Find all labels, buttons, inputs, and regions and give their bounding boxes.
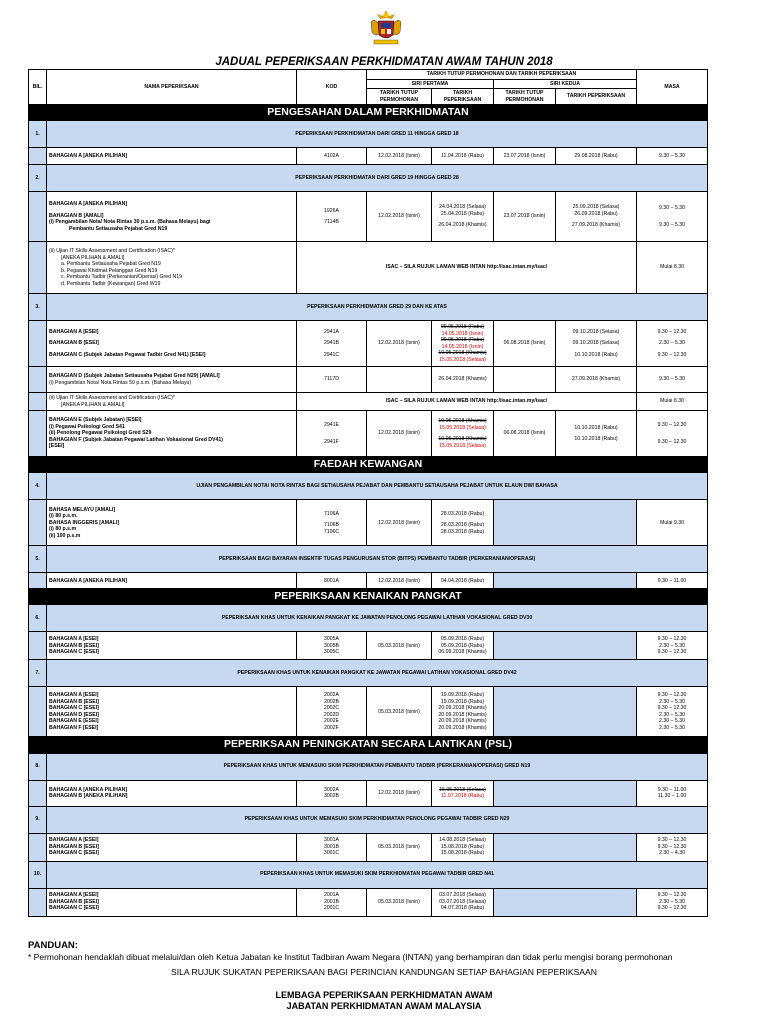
exam-date-2: 27.09.2018 (Khamis) [556, 367, 637, 393]
category-number: 6. [29, 605, 47, 632]
closing-date-1: 05.03.2018 (Isnin) [367, 632, 432, 660]
closing-date-1: 12.02.2018 (Isnin) [367, 411, 432, 457]
category-title: PEPERIKSAAN BAGI BAYARAN INSENTIF TUGAS PENGURUSAN STOR (BITPS) PEMBANTU TADBIR (PERKERANIAN/OPERASI) [47, 546, 708, 573]
exam-date-1: 15.05.2018 (Selasa) 11.07.2018 (Rabu) [432, 780, 494, 806]
exam-name: BAHAGIAN E (Subjek Jabatan) [ESEI] (i) Pegawai Psikologi Gred S41 (ii) Penolong Pegawai Psikologi Gred S29 BAHAGIAN F (Subjek Jabatan Pegawai Latihan Vokasional Gred DV41) [ESEI] [47, 411, 297, 457]
exam-row [29, 393, 708, 411]
category-title: PEPERIKSAAN PERKHIDMATAN GRED 29 DAN KE ATAS [47, 294, 708, 321]
category-title: PEPERIKSAAN KHAS UNTUK MEMASUKI SKIM PERKHIDMATAN PEGAWAI TADBIR GRED N41 [47, 861, 708, 888]
footer-line-2: JABATAN PERKHIDMATAN AWAM MALAYSIA [286, 1000, 482, 1011]
closing-date-1: 05.03.2018 (Isnin) [367, 687, 432, 737]
exam-row [29, 192, 708, 242]
exam-row [29, 148, 708, 165]
section-header [29, 737, 708, 753]
exam-name: BAHAGIAN A [ANEKA PILIHAN] BAHAGIAN B [ANEKA PILIHAN] [47, 780, 297, 806]
exam-date-2: 25.09.2018 (Selasa) 26.09.2018 (Rabu) 27.09.2018 (Khamis) [556, 192, 637, 242]
header-siri-pertama: SIRI PERTAMA [367, 79, 494, 89]
closing-date-1: 05.03.2018 (Isnin) [367, 833, 432, 861]
exam-row [29, 780, 708, 806]
malaysia-coat-of-arms-icon [366, 8, 406, 48]
exam-time: Mulai 8.30 [637, 242, 708, 294]
header-tutup-2: TARIKH TUTUP PERMOHONAN [494, 89, 556, 105]
exam-date-1: 19.09.2018 (Rabu) 19.09.2018 (Rabu) 20.09.2018 (Khamis) 20.09.2018 (Khamis) 20.09.2018 (Khamis) 20.09.2018 (Khamis) [432, 687, 494, 737]
exam-date-1: 03.07.2018 (Selasa) 03.07.2018 (Selasa) 04.07.2018 (Rabu) [432, 888, 494, 916]
category-number: 2. [29, 165, 47, 192]
page-title: JADUAL PEPERIKSAAN PERKHIDMATAN AWAM TAHUN 2018 [215, 56, 553, 68]
syllabus-reference: SILA RUJUK SUKATAN PEPERIKSAAN BAGI PERINCIAN KANDUNGAN SETIAP BAHAGIAN PEPERIKSAAN [171, 967, 597, 977]
category-row [29, 660, 708, 687]
closing-date-2: 06.08.2018 (Isnin) [494, 321, 556, 367]
guidance-item: * Permohonan hendaklah dibuat melalui/dan oleh Ketua Jabatan ke Institut Tadbiran Awam Negara (INTAN) yang berhampiran dan tidak perlu mengisi borang permohonan [28, 952, 673, 962]
exam-name: BAHAGIAN A [ESEI] BAHAGIAN B [ESEI] BAHAGIAN C [ESEI] [47, 888, 297, 916]
exam-schedule-table [28, 69, 708, 917]
exam-time: 9.30 – 12.30 2.30 – 5.30 9.30 – 12.30 [637, 632, 708, 660]
exam-name: BAHAGIAN A [ESEI] BAHAGIAN B [ESEI] BAHAGIAN C [ESEI] [47, 632, 297, 660]
header-tarikh-group: TARIKH TUTUP PERMOHONAN DAN TARIKH PEPERIKSAAN [367, 70, 637, 80]
category-row [29, 546, 708, 573]
category-row [29, 753, 708, 780]
exam-row [29, 411, 708, 457]
exam-time: 9.30 – 5.30 [637, 367, 708, 393]
exam-date-2: 10.10.2018 (Rabu) 10.10.2018 (Rabu) [556, 411, 637, 457]
exam-row [29, 687, 708, 737]
section-title: PENGESAHAN DALAM PERKHIDMATAN [29, 105, 708, 121]
category-row [29, 165, 708, 192]
exam-row [29, 888, 708, 916]
category-title: PEPERIKSAAN PERKHIDMATAN DARI GRED 11 HINGGA GRED 18 [47, 121, 708, 148]
closing-date-1: 12.02.2018 (Isnin) [367, 573, 432, 589]
category-number: 3. [29, 294, 47, 321]
exam-time: 9.30 – 12.30 2.30 – 5.30 9.30 – 12.30 [637, 888, 708, 916]
section-header [29, 105, 708, 121]
exam-row [29, 367, 708, 393]
header-tutup-1: TARIKH TUTUP PERMOHONAN [367, 89, 432, 105]
exam-code: 8001A [297, 573, 367, 589]
exam-code: 7117D [297, 367, 367, 393]
category-number: 9. [29, 806, 47, 833]
exam-name: BAHAGIAN A [ESEI] BAHAGIAN B [ESEI] BAHAGIAN C [ESEI] BAHAGIAN D [ESEI] BAHAGIAN E [ESEI] BAHAGIAN F [ESEI] [47, 687, 297, 737]
category-row [29, 605, 708, 632]
exam-name: (ii) Ujian IT Skills Assessment and Certification (ISAC)* [ANEKA PILIHAN & AMALI] [47, 393, 297, 411]
header-nama: NAMA PEPERIKSAAN [47, 70, 297, 105]
category-row [29, 806, 708, 833]
exam-date-2: 29.08.2018 (Rabu) [556, 148, 637, 165]
exam-row [29, 500, 708, 546]
exam-code: 4102A [297, 148, 367, 165]
category-row [29, 121, 708, 148]
exam-row [29, 632, 708, 660]
guidance-heading: PANDUAN: [28, 940, 78, 951]
exam-date-2: 09.10.2018 (Selasa) 09.10.2018 (Selasa) 10.10.2018 (Rabu) [556, 321, 637, 367]
section-title: PEPERIKSAAN KENAIKAN PANGKAT [29, 589, 708, 605]
closing-date-1: 12.02.2018 (Isnin) [367, 780, 432, 806]
exam-row [29, 321, 708, 367]
isac-notice: ISAC – SILA RUJUK LAMAN WEB INTAN http://isac.intan.my/isac/ [297, 393, 637, 411]
header-periksa-2: TARIKH PEPERIKSAAN [556, 89, 637, 105]
category-title: PEPERIKSAAN KHAS UNTUK KENAIKAN PANGKAT KE JAWATAN PEGAWAI LATIHAN VOKASIONAL GRED DV42 [47, 660, 708, 687]
exam-time: 9.30 – 11.00 [637, 573, 708, 589]
footer [0, 990, 768, 1012]
exam-code: 2941E 2941F [297, 411, 367, 457]
exam-date-1: 11.04.2018 (Rabu) [432, 148, 494, 165]
exam-date-1: 05.09.2018 (Rabu) 05.09.2018 (Rabu) 06.09.2018 (Khamis) [432, 632, 494, 660]
exam-code: 3001A 3001B 3001C [297, 833, 367, 861]
category-row [29, 861, 708, 888]
closing-date-1: 05.03.2018 (Isnin) [367, 888, 432, 916]
exam-time: 9.30 – 12.30 9.30 – 12.30 [637, 411, 708, 457]
section-title: FAEDAH KEWANGAN [29, 457, 708, 473]
exam-date-1: 24.04.2018 (Selasa) 25.04.2018 (Rabu) 26.04.2018 (Khamis) [432, 192, 494, 242]
closing-date-1: 12.02.2018 (Isnin) [367, 148, 432, 165]
exam-code: 1926A 7114B [297, 192, 367, 242]
category-row [29, 473, 708, 500]
category-number: 8. [29, 753, 47, 780]
exam-name: BAHAGIAN A [ANEKA PILIHAN] BAHAGIAN B [AMALI] (i) Pengambilan Nota/ Nota Rintas 30 p.s.m. (Bahasa Melayu) bagi Pembantu Setiausaha Pejabat Gred N19 [47, 192, 297, 242]
category-number: 10. [29, 861, 47, 888]
section-header [29, 589, 708, 605]
category-title: UJIAN PENGAMBILAN NOTA/ NOTA RINTAS BAGI SETIAUSAHA PEJABAT DAN PEMBANTU SETIAUSAHA PEJABAT UNTUK ELAUN DWI BAHASA [47, 473, 708, 500]
isac-notice: ISAC – SILA RUJUK LAMAN WEB INTAN http://isac.intan.my/isac/ [297, 242, 637, 294]
category-number: 1. [29, 121, 47, 148]
exam-code: 7106A 7106B 7106C [297, 500, 367, 546]
header-siri-kedua: SIRI KEDUA [494, 79, 637, 89]
exam-date-1: 28.03.2018 (Rabu) 28.03.2018 (Rabu) 28.03.2018 (Rabu) [432, 500, 494, 546]
exam-time: 9.30 – 5.30 9.30 – 5.30 [637, 192, 708, 242]
category-row [29, 294, 708, 321]
closing-date-1: 12.02.2018 (Isnin) [367, 321, 432, 367]
exam-code: 3002A 3002B [297, 780, 367, 806]
exam-time: 9.30 – 11.00 11.30 – 1.00 [637, 780, 708, 806]
category-number: 4. [29, 473, 47, 500]
exam-date-1: 09.05.2018 (Rabu) 14.05.2018 (Isnin) 09.05.2018 (Rabu) 14.05.2018 (Isnin) 10.05.2018 (Khamis) 15.05.2018 (Selasa) [432, 321, 494, 367]
category-number: 7. [29, 660, 47, 687]
category-title: PEPERIKSAAN KHAS UNTUK KENAIKAN PANGKAT KE JAWATAN PENOLONG PEGAWAI LATIHAN VOKASIONAL GRED DV30 [47, 605, 708, 632]
exam-date-1: 10.05.2018 (Khamis) 15.05.2018 (Selasa) 10.05.2018 (Khamis) 15.05.2018 (Selasa) [432, 411, 494, 457]
exam-name: BAHAGIAN A [ESEI] BAHAGIAN B [ESEI] BAHAGIAN C (Subjek Jabatan Pegawai Tadbir Gred N41) [ESEI] [47, 321, 297, 367]
exam-code: 2002A 2002B 2002C 2002D 2002E 2002F [297, 687, 367, 737]
closing-date-1: 12.02.2018 (Isnin) [367, 192, 432, 242]
closing-date-1: 12.02.2018 (Isnin) [367, 500, 432, 546]
exam-time: 9.30 – 12.30 2.30 – 5.30 9.30 – 12.30 [637, 321, 708, 367]
header-periksa-1: TARIKH PEPERIKSAAN [432, 89, 494, 105]
category-title: PEPERIKSAAN KHAS UNTUK MEMASUKI SKIM PERKHIDMATAN PEMBANTU TADBIR (PERKERANIAN/OPERASI) GRED N19 [47, 753, 708, 780]
exam-date-1: 04.04.2018 (Rabu) [432, 573, 494, 589]
category-title: PEPERIKSAAN KHAS UNTUK MEMASUKI SKIM PERKHIDMATAN PENOLONG PEGAWAI TADBIR GRED N29 [47, 806, 708, 833]
exam-date-1: 26.04.2018 (Khamis) [432, 367, 494, 393]
closing-date-2: 23.07.2018 (Isnin) [494, 192, 556, 242]
guidance-notes [28, 940, 728, 962]
exam-code: 2001A 2001B 2001C [297, 888, 367, 916]
category-number: 5. [29, 546, 47, 573]
exam-name: BAHAGIAN A [ANEKA PILIHAN] [47, 573, 297, 589]
closing-date-2: 23.07.2018 (Isnin) [494, 148, 556, 165]
exam-row [29, 833, 708, 861]
exam-date-1: 14.08.2018 (Selasa) 15.08.2018 (Rabu) 15.08.2018 (Rabu) [432, 833, 494, 861]
section-header [29, 457, 708, 473]
exam-time: Mulai 8.30 [637, 393, 708, 411]
exam-name: BAHAGIAN D (Subjek Jabatan Setiausaha Pejabat Gred N29) [AMALI] (i) Pengambilan Nota/ Nota Rintas 50 p.s.m. (Bahasa Melayu) [47, 367, 297, 393]
exam-code: 3005A 3005B 3005C [297, 632, 367, 660]
exam-row [29, 573, 708, 589]
header-kod: KOD [297, 70, 367, 105]
header-bil: BIL. [29, 70, 47, 105]
exam-time: 9.30 – 5.30 [637, 148, 708, 165]
exam-name: BAHAGIAN A [ANEKA PILIHAN] [47, 148, 297, 165]
closing-date-2: 06.08.2018 (Isnin) [494, 411, 556, 457]
exam-time: 9.30 – 12.30 9.30 – 12.30 2.30 – 4.30 [637, 833, 708, 861]
category-title: PEPERIKSAAN PERKHIDMATAN DARI GRED 19 HINGGA GRED 28 [47, 165, 708, 192]
exam-time: 9.30 – 12.30 2.30 – 5.30 9.30 – 12.30 2.30 – 5.30 2.30 – 5.30 2.30 – 5.30 [637, 687, 708, 737]
exam-time: Mulai 9.30 [637, 500, 708, 546]
section-title: PEPERIKSAAN PENINGKATAN SECARA LANTIKAN (PSL) [29, 737, 708, 753]
header-masa: MASA [637, 70, 708, 105]
exam-name: (ii) Ujian IT Skills Assessment and Certification (ISAC)* [ANEKA PILIHAN & AMALI] a. Pembantu Setiausaha Pejabat Gred N19 b. Pegawai Khidmat Pelanggan Gred N19 c. Pembantu Tadbir (Perkeranian/Operasi) Gred N19 d. Pembantu Tadbir (Kewangan) Gred W19 [47, 242, 297, 294]
exam-code: 2941A 2941B 2941C [297, 321, 367, 367]
exam-name: BAHAGIAN A [ESEI] BAHAGIAN B [ESEI] BAHAGIAN C [ESEI] [47, 833, 297, 861]
footer-line-1: LEMBAGA PEPERIKSAAN PERKHIDMATAN AWAM [275, 990, 493, 1000]
exam-name: BAHASA MELAYU [AMALI] (i) 80 p.s.m. BAHASA INGGERIS [AMALI] (i) 80 p.s.m (ii) 100 p.s.m [47, 500, 297, 546]
exam-row [29, 242, 708, 294]
